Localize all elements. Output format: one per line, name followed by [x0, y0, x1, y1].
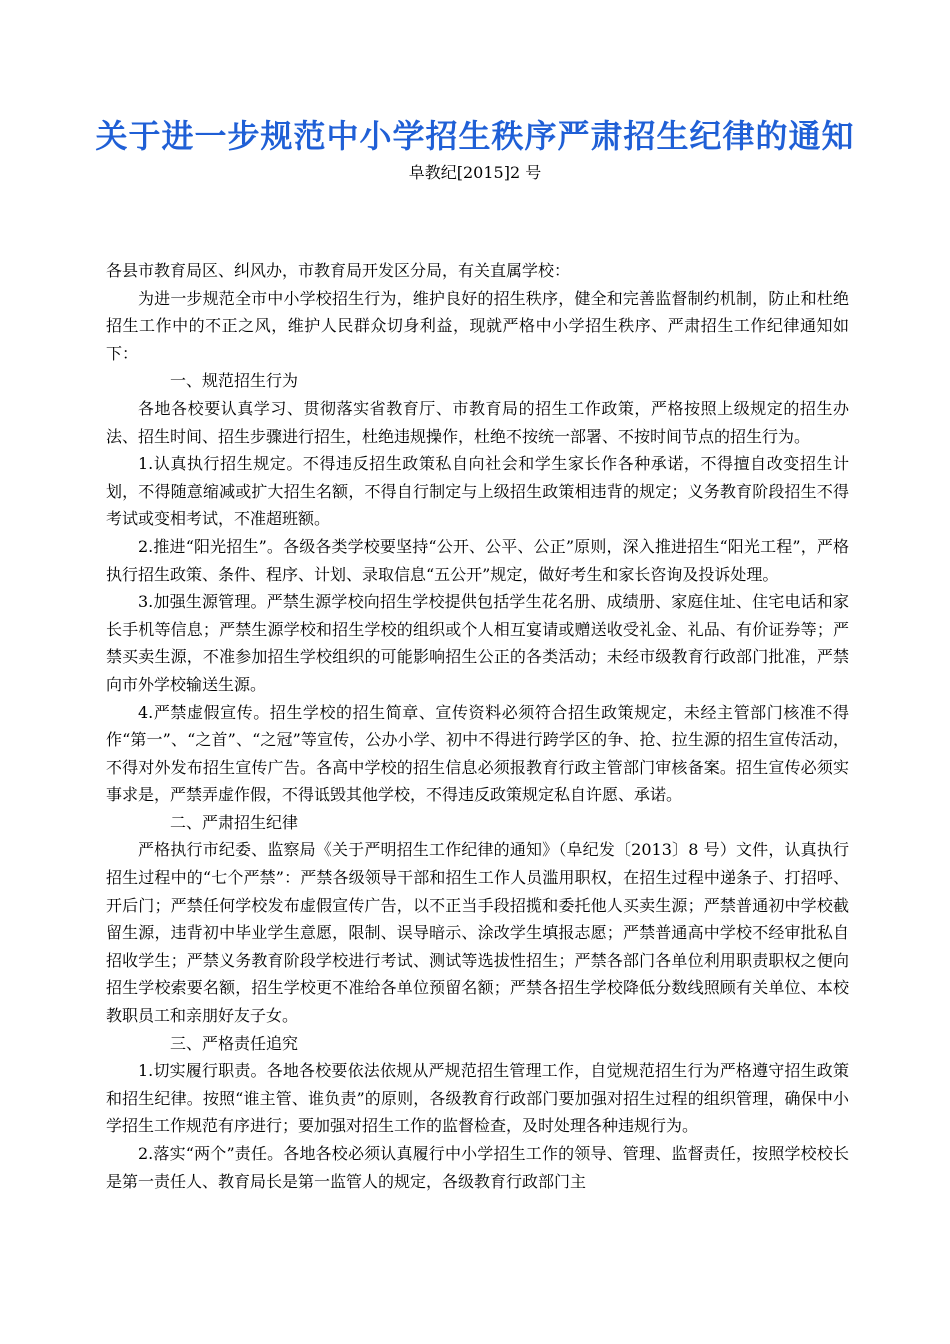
- intro-paragraph: 为进一步规范全市中小学校招生行为，维护良好的招生秩序，健全和完善监督制约机制，防止和杜绝招生工作中的不正之风，维护人民群众切身利益，现就严格中小学招生秩序、严肃招生工作纪律通知如下：: [106, 288, 849, 363]
- salutation: 各县市教育局区、纠风办，市教育局开发区分局，有关直属学校：: [106, 261, 571, 280]
- document-body: [106, 257, 849, 1195]
- section-1-lead: 各地各校要认真学习、贯彻落实省教育厅、市教育局的招生工作政策，严格按照上级规定的招生办法、招生时间、招生步骤进行招生，杜绝违规操作，杜绝不按统一部署、不按时间节点的招生行为。: [106, 398, 849, 446]
- section-3-item-1: 1.切实履行职责。各地各校要依法依规从严规范招生管理工作，自觉规范招生行为严格遵守招生政策和招生纪律。按照“谁主管、谁负责”的原则，各级教育行政部门要加强对招生过程的组织管理，确保中小学招生工作规范有序进行；要加强对招生工作的监督检查，及时处理各种违规行为。: [106, 1061, 849, 1136]
- section-1-item-4: 4.严禁虚假宣传。招生学校的招生简章、宣传资料必须符合招生政策规定，未经主管部门核准不得作“第一”、“之首”、“之冠”等宣传，公办小学、初中不得进行跨学区的争、抢、拉生源的招生宣传活动，不得对外发布招生宣传广告。各高中学校的招生信息必须报教育行政主管部门审核备案。招生宣传必须实事求是，严禁弄虚作假，不得诋毁其他学校，不得违反政策规定私自许愿、承诺。: [106, 702, 849, 805]
- document-title: 关于进一步规范中小学招生秩序严肃招生纪律的通知: [95, 117, 855, 155]
- section-2-lead: 严格执行市纪委、监察局《关于严明招生工作纪律的通知》（阜纪发〔2013〕8 号）文件，认真执行招生过程中的“七个严禁”：严禁各级领导干部和招生工作人员滥用职权，在招生过程中递条子、打招呼、开后门；严禁任何学校发布虚假宣传广告，以不正当手段招揽和委托他人买卖生源；严禁普通初中学校截留生源，违背初中毕业学生意愿，限制、误导暗示、涂改学生填报志愿；严禁普通高中学校不经审批私自招收学生；严禁义务教育阶段学校进行考试、测试等选拔性招生；严禁各部门各单位利用职责职权之便向招生学校索要名额，招生学校更不准给各单位预留名额；严禁各招生学校降低分数线照顾有关单位、本校教职员工和亲朋好友子女。: [106, 840, 849, 1026]
- section-1-item-1: 1.认真执行招生规定。不得违反招生政策私自向社会和学生家长作各种承诺，不得擅自改变招生计划，不得随意缩减或扩大招生名额，不得自行制定与上级招生政策相违背的规定；义务教育阶段招生不得考试或变相考试，不准超班额。: [106, 454, 849, 529]
- section-heading-2: 二、严肃招生纪律: [170, 812, 299, 832]
- document-number: 阜教纪[2015]2 号: [408, 163, 542, 182]
- section-1-item-3: 3.加强生源管理。严禁生源学校向招生学校提供包括学生花名册、成绩册、家庭住址、住宅电话和家长手机等信息；严禁生源学校和招生学校的组织或个人相互宴请或赠送收受礼金、礼品、有价证券等；严禁买卖生源，不准参加招生学校组织的可能影响招生公正的各类活动；未经市级教育行政部门批准，严禁向市外学校输送生源。: [106, 592, 849, 694]
- section-1-item-2: 2.推进“阳光招生”。各级各类学校要坚持“公开、公平、公正”原则，深入推进招生“阳光工程”，严格执行招生政策、条件、程序、计划、录取信息“五公开”规定，做好考生和家长咨询及投诉处理。: [106, 536, 849, 584]
- section-heading-1: 一、规范招生行为: [170, 371, 299, 391]
- section-heading-3: 三、严格责任追究: [170, 1033, 299, 1053]
- section-3-item-2: 2.落实“两个”责任。各地各校必须认真履行中小学招生工作的领导、管理、监督责任，按照学校校长是第一责任人、教育局长是第一监管人的规定，各级教育行政部门主: [106, 1144, 849, 1191]
